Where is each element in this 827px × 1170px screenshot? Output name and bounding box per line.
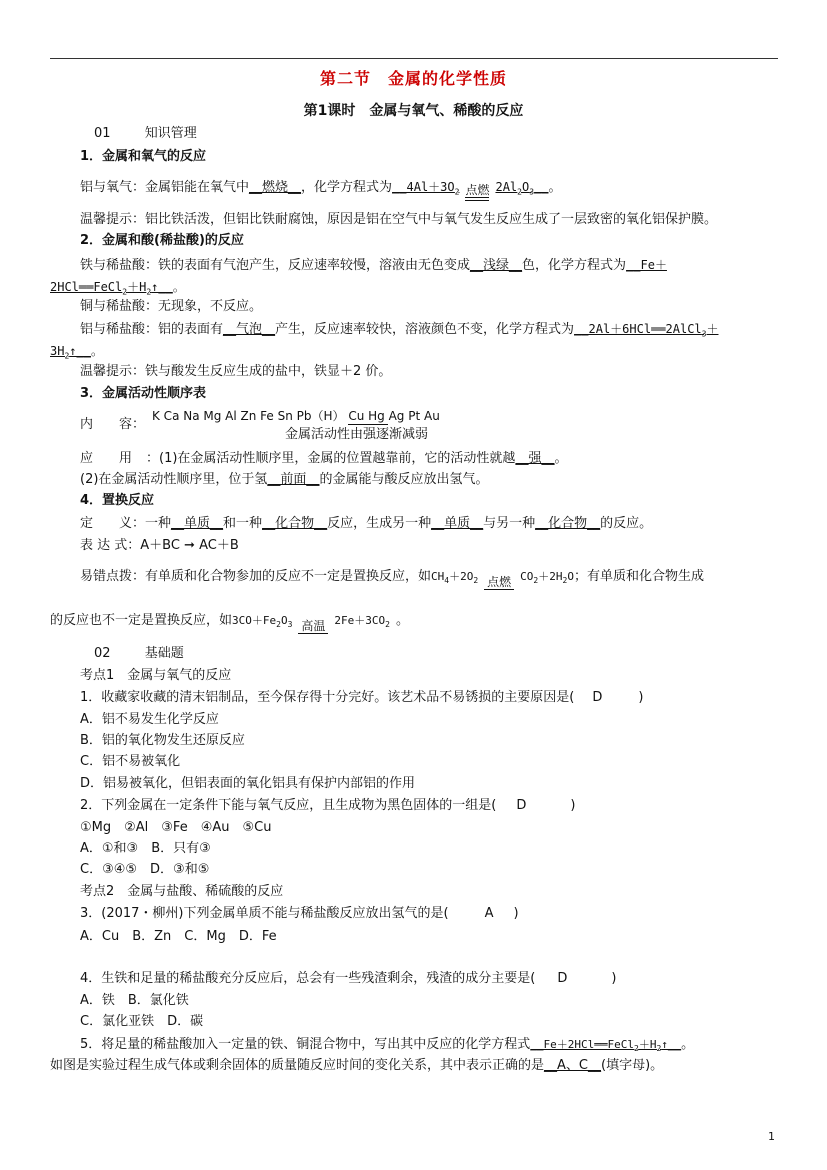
- answer: __4Al＋3O: [392, 180, 455, 194]
- question-text: 2．下列金属在一定条件下能与氧气反应，且生成物为黑色固体的一组是(: [80, 798, 497, 813]
- formula: ＋2H: [538, 570, 563, 583]
- answer: D: [557, 971, 568, 986]
- al-oxygen-line: 铝与氧气：金属铝能在氧气中__燃烧__，化学方程式为$\_\_4Al+3O_2$ 点燃 $2Al_2O_3\_\_$。: [80, 178, 562, 201]
- text: 的金属能与酸反应放出氢气。: [319, 472, 489, 487]
- condition-text: 高温: [301, 619, 326, 634]
- answer: ↑__: [151, 280, 173, 294]
- answer: __浅绿__: [470, 258, 523, 273]
- al-hcl-line: 铝与稀盐酸：铝的表面有__气泡__产生，反应速率较快，溶液颜色不变，化学方程式为__2Al＋6HCl══2AlCl$_3$＋: [80, 322, 719, 339]
- label: 表 达 式：: [80, 538, 141, 553]
- question-text: 5．将足量的稀盐酸加入一定量的铁、铜混合物中，写出其中反应的化学方程式: [80, 1037, 531, 1052]
- answer: __Fe＋: [626, 258, 667, 272]
- section-number: 02: [94, 646, 111, 661]
- answer: 2HCl══FeCl: [50, 280, 123, 294]
- q2-options-ab: A．①和③ B．只有③: [80, 841, 211, 856]
- answer: __2Al＋6HCl══2AlCl: [574, 322, 702, 336]
- answer: ↑__: [69, 344, 91, 358]
- answer: __化合物__: [262, 516, 328, 531]
- section-label: 基础题: [144, 646, 184, 661]
- condition-text: 点燃: [465, 183, 490, 198]
- key-point-1: 考点1 金属与氧气的反应: [80, 668, 232, 683]
- question-text: 1．收藏家收藏的清末铝制品，至今保存得十分完好。该艺术品不易锈损的主要原因是(: [80, 690, 575, 705]
- apply-line-1: [80, 450, 567, 468]
- q1-option-a: A．铝不易发生化学反应: [80, 712, 219, 727]
- answer: D: [592, 690, 603, 705]
- answer: 2Al: [495, 180, 518, 194]
- error-note-line-1: 易错点拨：有单质和化合物参加的反应不一定是置换反应，如$CH_4+2O_2$ 点燃 $CO_2+2H_2O$；有单质和化合物生成: [80, 569, 704, 590]
- answer: __气泡__: [223, 322, 276, 337]
- reaction-condition: [465, 184, 489, 201]
- section-label: 知识管理: [144, 126, 197, 141]
- activity-series: K Ca Na Mg Al Zn Fe Sn Pb（H） Cu Hg Ag Pt Au: [152, 409, 440, 423]
- fe-hcl-line: [80, 256, 667, 275]
- answer: __前面__: [267, 472, 320, 487]
- text: ；有单质和化合物生成: [573, 569, 704, 584]
- text: 一种: [145, 516, 172, 531]
- text: ): [570, 798, 576, 813]
- answer: ＋H: [638, 1038, 657, 1051]
- heading-displacement: 4．置换反应: [80, 493, 155, 508]
- text: 。: [681, 1037, 695, 1052]
- q1-option-c: C．铝不易被氧化: [80, 754, 181, 769]
- section-heading-01: [94, 125, 197, 143]
- text: 。: [172, 280, 185, 294]
- formula: O: [280, 614, 288, 627]
- reaction-condition: [484, 576, 514, 590]
- answer: __Fe＋2HCl══FeCl: [530, 1038, 634, 1051]
- question-2: [80, 797, 575, 815]
- answer: __燃烧__: [249, 180, 302, 195]
- header-rule: [50, 58, 778, 59]
- question-text: 如图是实验过程生成气体或剩余固体的质量随反应时间的变化关系，其中表示正确的是: [50, 1058, 545, 1073]
- label: 定 义：: [80, 516, 146, 531]
- q3-options: A．Cu B．Zn C．Mg D．Fe: [80, 929, 277, 944]
- text: ，化学方程式为: [301, 180, 393, 195]
- series-bracket: [348, 424, 388, 425]
- formula: O: [567, 570, 574, 583]
- question-4: [80, 970, 616, 988]
- q2-options-cd: C．③④⑤ D．③和⑤: [80, 862, 210, 877]
- text: 与另一种: [483, 516, 536, 531]
- text: 的反应也不一定是置换反应，如: [50, 613, 233, 628]
- text: 的反应。: [600, 516, 653, 531]
- text: 色，化学方程式为: [522, 258, 627, 273]
- lesson-subtitle: 第1课时 金属与氧气、稀酸的反应: [303, 103, 524, 119]
- text: ): [513, 906, 519, 921]
- answer: __A、C__: [544, 1058, 601, 1073]
- answer: __强__: [515, 451, 555, 466]
- al-hcl-equation-cont: $3H_2↑\_\_$。: [50, 344, 103, 361]
- page-number: 1: [768, 1130, 775, 1143]
- q4-options-cd: C．氯化亚铁 D．碳: [80, 1014, 204, 1029]
- answer: __化合物__: [535, 516, 601, 531]
- fe-hcl-equation-cont: $2HCl══FeCl_2+H_2↑\_\_$。: [50, 280, 185, 297]
- heading-metal-oxygen: 1．金属和氧气的反应: [80, 149, 207, 164]
- formula: 3CO＋Fe: [232, 614, 277, 627]
- text: (填字母)。: [601, 1058, 664, 1073]
- text: 易错点拨：有单质和化合物参加的反应不一定是置换反应，如: [80, 569, 432, 584]
- text: 铝与氧气：金属铝能在氧气中: [80, 180, 250, 195]
- question-text: 4．生铁和足量的稀盐酸充分反应后，总会有一些残渣剩余，残渣的成分主要是(: [80, 971, 536, 986]
- tip-2: 温馨提示：铁与酸发生反应生成的盐中，铁显＋2 价。: [80, 364, 392, 379]
- q4-options-ab: A．铁 B．氯化铁: [80, 993, 189, 1008]
- tip-1: 温馨提示：铝比铁活泼，但铝比铁耐腐蚀，原因是铝在空气中与氧气发生反应生成了一层致密的氧化铝保护膜。: [80, 212, 718, 227]
- text: 反应，生成另一种: [327, 516, 432, 531]
- content-label: 内 容：: [80, 417, 146, 432]
- q2-items: ①Mg ②Al ③Fe ④Au ⑤Cu: [80, 820, 272, 835]
- expression-line: [80, 537, 239, 555]
- text: ): [638, 690, 644, 705]
- series-note: 金属活动性由强逐渐减弱: [285, 427, 429, 442]
- q1-option-b: B．铝的氧化物发生还原反应: [80, 733, 245, 748]
- answer: __单质__: [171, 516, 224, 531]
- text: 。: [554, 451, 568, 466]
- question-1: [80, 689, 643, 707]
- label: 应 用: [80, 451, 133, 466]
- answer: A: [484, 906, 494, 921]
- text: ：(1)在金属活动性顺序里，金属的位置越靠前，它的活动性就越: [146, 451, 516, 466]
- answer: ＋: [706, 322, 719, 336]
- text: 。: [548, 180, 562, 195]
- question-5-line-2: [50, 1057, 663, 1075]
- cu-hcl-line: 铜与稀盐酸：无现象，不反应。: [80, 299, 263, 314]
- text: 。: [396, 613, 410, 628]
- text: (2)在金属活动性顺序里，位于氢: [80, 472, 268, 487]
- answer: 3H: [50, 344, 65, 358]
- q1-option-d: D．铝易被氧化，但铝表面的氧化铝具有保护内部铝的作用: [80, 776, 416, 791]
- formula: ＋2O: [449, 570, 474, 583]
- page-title: 第二节 金属的化学性质: [319, 69, 507, 88]
- expression: A＋BC ➞ AC＋B: [140, 538, 239, 553]
- text: 铝与稀盐酸：铝的表面有: [80, 322, 224, 337]
- answer: ＋H: [127, 280, 147, 294]
- formula: 2Fe＋3CO: [334, 614, 386, 627]
- text: ): [611, 971, 617, 986]
- condition-text: 点燃: [487, 575, 512, 590]
- answer: D: [516, 798, 527, 813]
- definition-line: [80, 515, 652, 533]
- heading-metal-acid: 2．金属和酸(稀盐酸)的反应: [80, 233, 244, 248]
- error-note-line-2: 的反应也不一定是置换反应，如$3CO+Fe_2O_3$ 高温 $2Fe+3CO_2$ 。: [50, 613, 410, 634]
- answer: __单质__: [431, 516, 484, 531]
- text: 。: [90, 344, 103, 358]
- question-5-line-1: 5．将足量的稀盐酸加入一定量的铁、铜混合物中，写出其中反应的化学方程式$\_\_Fe+2HCl══FeCl_2+H_2↑\_\_$。: [80, 1037, 695, 1054]
- question-3: [80, 905, 519, 923]
- text: 和一种: [223, 516, 263, 531]
- text: 铁与稀盐酸：铁的表面有气泡产生，反应速率较慢，溶液由无色变成: [80, 258, 471, 273]
- section-heading-02: [94, 645, 184, 663]
- formula: CH: [431, 570, 445, 583]
- section-number: 01: [94, 126, 111, 141]
- apply-line-2: [80, 471, 488, 489]
- heading-activity-series: 3．金属活动性顺序表: [80, 386, 207, 401]
- text: 产生，反应速率较快，溶液颜色不变，化学方程式为: [275, 322, 575, 337]
- answer: ↑__: [661, 1038, 682, 1051]
- question-text: 3．(2017・柳州)下列金属单质不能与稀盐酸反应放出氢气的是(: [80, 906, 449, 921]
- key-point-2: 考点2 金属与盐酸、稀硫酸的反应: [80, 884, 284, 899]
- reaction-condition: [298, 620, 328, 634]
- formula: CO: [520, 570, 534, 583]
